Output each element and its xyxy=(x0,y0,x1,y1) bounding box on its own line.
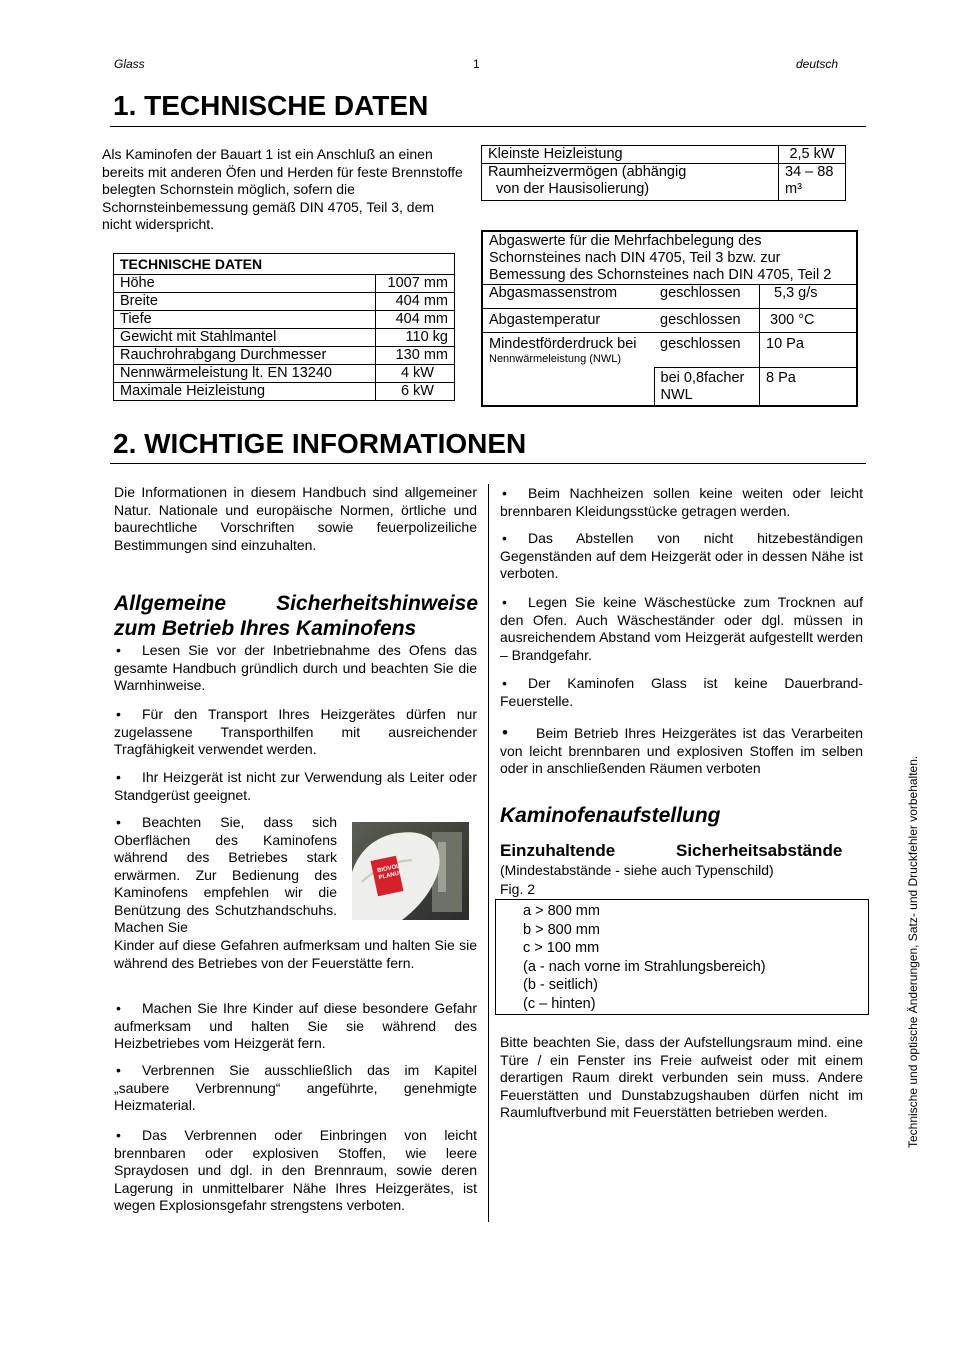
distances-box xyxy=(495,899,869,1015)
header-left: Glass xyxy=(114,57,145,71)
distance-heading-a: Einzuhaltende xyxy=(500,841,616,860)
column-divider xyxy=(488,484,489,1222)
closing-paragraph: Bitte beachten Sie, dass der Aufstellungsraum mind. eine Türe / ein Fenster ins Freie aufweist oder mit einem derartigen Raum direkt verbunden sein muss. Andere Feuerstätten und Dunstabzugshauben dürfen nicht im Raumluftverbund mit Feuerstätten betrieben werden. xyxy=(500,1034,863,1120)
table-row: bei 0,8facher NWL 8 Pa xyxy=(482,368,857,406)
distance-c: c > 100 mm xyxy=(523,940,600,956)
table-row: Gewicht mit Stahlmantel 110 kg xyxy=(114,329,455,347)
table-row: Tiefe 404 mm xyxy=(114,311,455,329)
distance-heading-b: Sicherheitsabstände xyxy=(676,841,843,860)
section2-title: 2. WICHTIGE INFORMATIONEN xyxy=(113,428,527,459)
table-row: Höhe 1007 mm xyxy=(114,275,455,293)
distance-b: b > 800 mm xyxy=(523,921,600,938)
install-heading: Kaminofenaufstellung xyxy=(500,804,721,827)
header-right: deutsch xyxy=(796,57,839,71)
list-item: • Verbrennen Sie ausschließlich das im Kapitel „saubere Verbrennung“ angeführte, genehmigte Heizmaterial. xyxy=(114,1062,477,1113)
table-row: Raumheizvermögen (abhängig von der Hausisolierung) 34 – 88 m³ xyxy=(482,164,846,201)
flue-gas-table xyxy=(481,230,858,407)
list-item: • Das Verbrennen oder Einbringen von leicht brennbaren oder explosiven Stoffen, wie leere Spraydosen und dgl. in den Brennraum, sowie deren Lagerung in unmittelbarer Nähe Ihres Heizgerätes, ist wegen Explosionsgefahr strengstens verboten. xyxy=(114,1127,477,1213)
protective-glove-image xyxy=(352,822,469,920)
table-row: Abgasmassenstrom geschlossen 5,3 g/s xyxy=(482,285,857,309)
list-item-continuation: Kinder auf diese Gefahren aufmerksam und halten Sie sie während des Betriebes von der Feuerstätte fern. xyxy=(114,937,477,971)
page-number: 1 xyxy=(473,57,480,71)
table-row: Nennwärmeleistung lt. EN 13240 4 kW xyxy=(114,365,455,383)
list-item: • Für den Transport Ihres Heizgerätes dürfen nur zugelassene Transporthilfen mit ausreichender Tragfähigkeit verwendet werden. xyxy=(114,706,477,757)
section2-intro: Die Informationen in diesem Handbuch sind allgemeiner Natur. Nationale und europäische Normen, örtliche und baurechtliche Vorschriften sowie feuerpolizeiliche Bestimmungen sind einzuhalten. xyxy=(114,484,477,553)
table-row: Rauchrohrabgang Durchmesser 130 mm xyxy=(114,347,455,365)
section1-rule xyxy=(110,126,866,127)
list-item: • Der Kaminofen Glass ist keine Dauerbrand-Feuerstelle. xyxy=(500,675,863,709)
section1-intro: Als Kaminofen der Bauart 1 ist ein Anschluß an einen bereits mit anderen Öfen und Herden für feste Brennstoffe belegten Schornstein möglich, sofern die Schornsteinbemessung gemäß DIN 4705, Teil 3, dem nicht widerspricht. xyxy=(102,146,463,232)
distance-note-b: (b - seitlich) xyxy=(523,977,598,993)
side-disclaimer: Technische und optische Änderungen, Satz- und Druckfehler vorbehalten. xyxy=(906,755,920,1148)
table-row: Kleinste Heizleistung 2,5 kW xyxy=(482,146,846,164)
table-row: Breite 404 mm xyxy=(114,293,455,311)
list-item: • Das Abstellen von nicht hitzebeständigen Gegenständen auf dem Heizgerät oder in dessen Nähe ist verboten. xyxy=(500,530,863,581)
table-row: Maximale Heizleistung 6 kW xyxy=(114,383,455,401)
figure-label: Fig. 2 xyxy=(500,881,536,897)
distance-a: a > 800 mm xyxy=(523,903,600,919)
safety-heading: Allgemeine Sicherheitshinweise zum Betrieb Ihres Kaminofens xyxy=(114,592,478,640)
tech-table-header: TECHNISCHE DATEN xyxy=(114,254,455,275)
glove-print: BIOVOL PLANUS xyxy=(376,863,404,882)
list-item: • Machen Sie Ihre Kinder auf diese besondere Gefahr aufmerksam und halten Sie sie während des Heizbetriebes vom Heizgerät fern. xyxy=(114,1000,477,1051)
table-row: Abgastemperatur geschlossen 300 °C xyxy=(482,309,857,333)
list-item: • Ihr Heizgerät ist nicht zur Verwendung als Leiter oder Standgerüst geeignet. xyxy=(114,769,477,803)
tech-data-table xyxy=(113,253,455,401)
section1-title: 1. TECHNISCHE DATEN xyxy=(113,90,429,121)
list-item: • Legen Sie keine Wäschestücke zum Trocknen auf den Ofen. Auch Wäscheständer oder dgl. müssen in ausreichendem Abstand vom Heizgerät aufgestellt werden – Brandgefahr. xyxy=(500,594,863,663)
distance-note-a: (a - nach vorne im Strahlungsbereich) xyxy=(523,958,766,975)
list-item: • Lesen Sie vor der Inbetriebnahme des Ofens das gesamte Handbuch gründlich durch und beachten Sie die Warnhinweise. xyxy=(114,642,477,693)
heat-table xyxy=(481,145,846,201)
flue-table-header: Abgaswerte für die Mehrfachbelegung des Schornsteines nach DIN 4705, Teil 3 bzw. zur Bemessung des Schornsteines nach DIN 4705, Teil 2 xyxy=(482,231,857,285)
list-item: • Beim Nachheizen sollen keine weiten oder leicht brennbaren Kleidungsstücke getragen werden. xyxy=(500,485,863,519)
distance-note-c: (c – hinten) xyxy=(523,995,596,1012)
section2-rule xyxy=(110,463,866,464)
table-row: Mindestförderdruck bei Nennwärmeleistung (NWL) geschlossen 10 Pa xyxy=(482,333,857,368)
list-item: • Beim Betrieb Ihres Heizgerätes ist das Verarbeiten von leicht brennbaren und explosiven Stoffen im selben oder in anschließenden Räumen verboten xyxy=(500,723,863,776)
distance-subtitle: (Mindestabstände - siehe auch Typenschild) xyxy=(500,862,774,878)
list-item: • Beachten Sie, dass sich Oberflächen des Kaminofens während des Betriebes stark erwärmen. Zur Bedienung des Kaminofens empfehlen wir die Benützung des Schutzhandschuhs. Machen Sie xyxy=(114,814,337,935)
